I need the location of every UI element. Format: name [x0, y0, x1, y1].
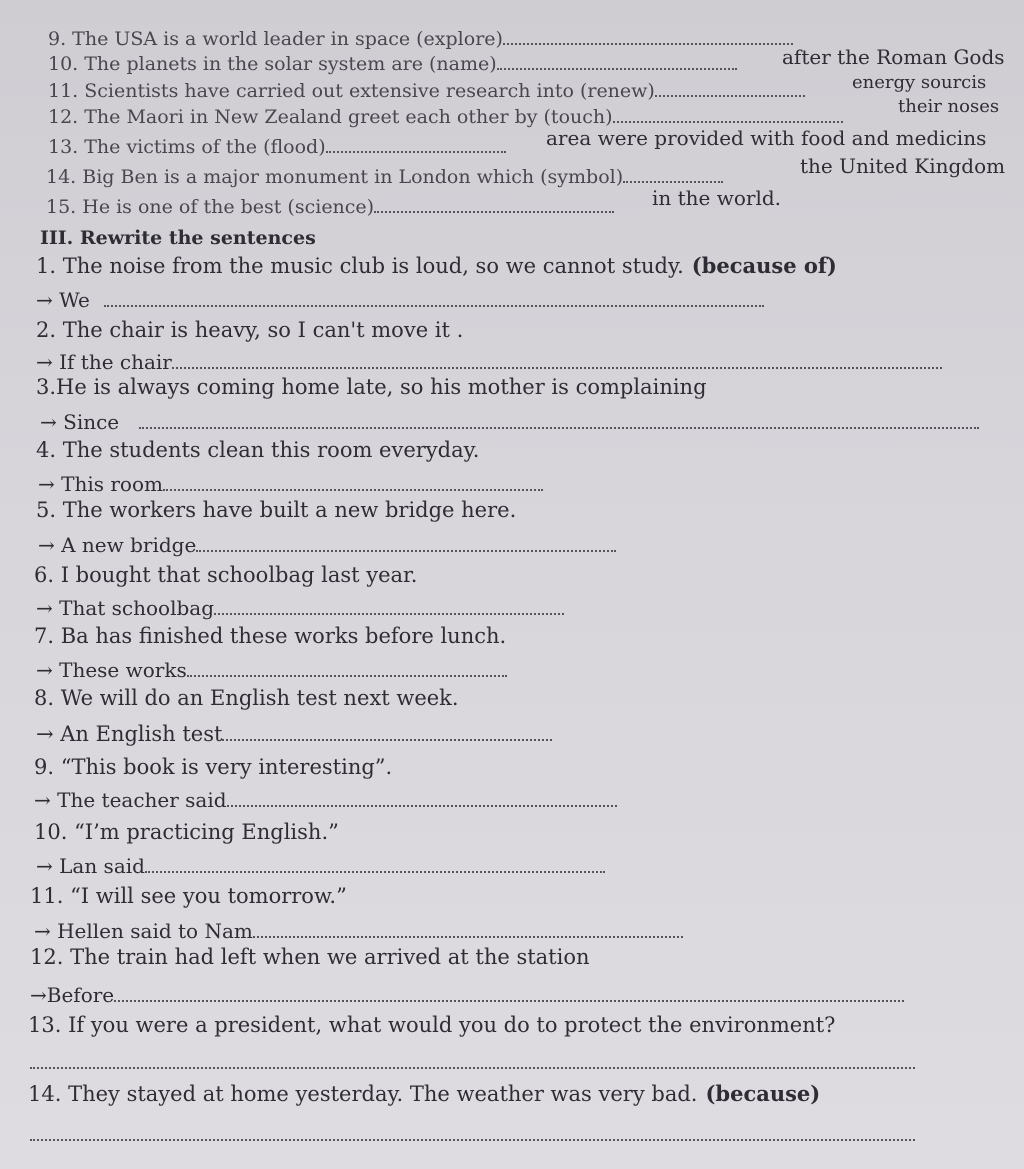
- answer-start: → That schoolbag: [36, 596, 215, 620]
- item-suffix: in the world.: [652, 186, 782, 210]
- answer-blank[interactable]: [30, 1065, 915, 1069]
- item-text: 11. Scientists have carried out extensive research into (renew): [48, 80, 655, 102]
- word-form-item-12: [48, 108, 843, 127]
- answer-blank[interactable]: [145, 869, 605, 873]
- answer-start: → Since: [40, 410, 120, 434]
- question-text: 2. The chair is heavy, so I can't move it .: [36, 318, 464, 342]
- rewrite-answer-6: [36, 598, 564, 618]
- item-text: 14. Big Ben is a major monument in London which (symbol): [46, 166, 624, 188]
- answer-blank[interactable]: [214, 611, 564, 615]
- rewrite-question-3: [36, 377, 707, 398]
- rewrite-answer-14: [30, 1124, 915, 1144]
- rewrite-answer-7: [36, 660, 507, 680]
- answer-blank[interactable]: [497, 66, 737, 70]
- question-text: 6. I bought that schoolbag last year.: [34, 563, 418, 587]
- answer-blank[interactable]: [227, 803, 617, 807]
- answer-blank[interactable]: [655, 93, 805, 97]
- question-text: 10. “I’m practicing English.”: [34, 820, 339, 844]
- item-suffix: the United Kingdom: [800, 154, 1006, 178]
- answer-start: → This room: [38, 472, 163, 496]
- question-text: 3.He is always coming home late, so his mother is complaining: [36, 375, 707, 399]
- answer-blank[interactable]: [114, 998, 904, 1002]
- answer-start: → Hellen said to Nam: [34, 919, 253, 943]
- item-text: 9. The USA is a world leader in space (explore): [48, 28, 503, 50]
- rewrite-answer-3: [40, 412, 979, 432]
- answer-start: → A new bridge: [38, 533, 197, 557]
- answer-blank[interactable]: [503, 41, 793, 45]
- section-heading: III. Rewrite the sentences: [40, 227, 316, 249]
- rewrite-answer-13: [30, 1052, 915, 1072]
- rewrite-question-12: [30, 947, 590, 968]
- question-text: 4. The students clean this room everyday.: [36, 438, 480, 462]
- item-text: 13. The victims of the (flood): [48, 136, 326, 158]
- word-form-item-13: [48, 138, 506, 157]
- answer-blank[interactable]: [374, 209, 614, 213]
- rewrite-question-4: [36, 440, 479, 461]
- rewrite-answer-9: [34, 790, 617, 810]
- question-hint: (because of): [691, 253, 837, 278]
- rewrite-answer-5: [38, 535, 616, 555]
- rewrite-question-9: [34, 757, 392, 778]
- rewrite-answer-11: [34, 921, 683, 941]
- rewrite-question-8: [34, 688, 459, 709]
- item-suffix: their noses: [898, 96, 1000, 117]
- answer-blank[interactable]: [104, 303, 764, 307]
- word-form-item-15: [46, 198, 614, 217]
- rewrite-question-13: [28, 1015, 835, 1036]
- item-text: 15. He is one of the best (science): [46, 196, 375, 218]
- answer-blank[interactable]: [187, 673, 507, 677]
- answer-blank[interactable]: [623, 179, 723, 183]
- rewrite-answer-2: [36, 352, 942, 372]
- question-hint: (because): [705, 1081, 821, 1106]
- rewrite-question-5: [36, 500, 516, 521]
- question-text: 1. The noise from the music club is loud, so we cannot study.: [36, 254, 684, 278]
- item-suffix: area were provided with food and medicins: [546, 126, 987, 150]
- answer-blank[interactable]: [253, 934, 683, 938]
- item-text: 12. The Maori in New Zealand greet each other by (touch): [48, 106, 613, 128]
- answer-blank[interactable]: [196, 548, 616, 552]
- answer-blank[interactable]: [30, 1137, 915, 1141]
- question-text: 9. “This book is very interesting”.: [34, 755, 393, 779]
- word-form-item-11: [48, 82, 805, 101]
- question-text: 13. If you were a president, what would you do to protect the environment?: [28, 1013, 836, 1037]
- answer-start: → Lan said: [36, 854, 145, 878]
- rewrite-question-6: [34, 565, 417, 586]
- question-text: 12. The train had left when we arrived at the station: [30, 945, 590, 969]
- word-form-item-9: [48, 30, 793, 49]
- rewrite-question-7: [34, 626, 506, 647]
- rewrite-question-2: [36, 320, 463, 341]
- answer-start: → If the chair: [36, 350, 172, 374]
- answer-start: → We: [36, 288, 90, 312]
- answer-start: → The teacher said: [34, 788, 227, 812]
- question-text: 11. “I will see you tomorrow.”: [30, 884, 347, 908]
- rewrite-question-11: [30, 886, 347, 907]
- rewrite-answer-4: [38, 474, 543, 494]
- word-form-item-14: [46, 168, 723, 187]
- item-text: 10. The planets in the solar system are (name): [48, 53, 497, 75]
- answer-blank[interactable]: [222, 737, 552, 741]
- answer-start: →Before: [30, 983, 115, 1007]
- answer-start: → An English test: [36, 722, 223, 746]
- rewrite-answer-1: [36, 290, 764, 310]
- rewrite-answer-8: [36, 724, 552, 745]
- rewrite-answer-12: [30, 985, 904, 1005]
- rewrite-answer-10: [36, 856, 605, 876]
- answer-blank[interactable]: [326, 149, 506, 153]
- question-text: 5. The workers have built a new bridge here.: [36, 498, 517, 522]
- item-suffix: after the Roman Gods: [782, 45, 1005, 69]
- answer-blank[interactable]: [172, 365, 942, 369]
- rewrite-question-10: [34, 822, 339, 843]
- answer-blank[interactable]: [139, 425, 979, 429]
- answer-blank[interactable]: [613, 119, 843, 123]
- word-form-item-10: [48, 55, 737, 74]
- answer-blank[interactable]: [163, 487, 543, 491]
- item-suffix: energy sourcis: [852, 72, 987, 93]
- answer-start: → These works: [36, 658, 187, 682]
- question-text: 8. We will do an English test next week.: [34, 686, 459, 710]
- question-text: 7. Ba has finished these works before lunch.: [34, 624, 507, 648]
- rewrite-question-1: [36, 255, 837, 277]
- rewrite-question-14: [28, 1083, 820, 1105]
- question-text: 14. They stayed at home yesterday. The weather was very bad.: [28, 1082, 698, 1106]
